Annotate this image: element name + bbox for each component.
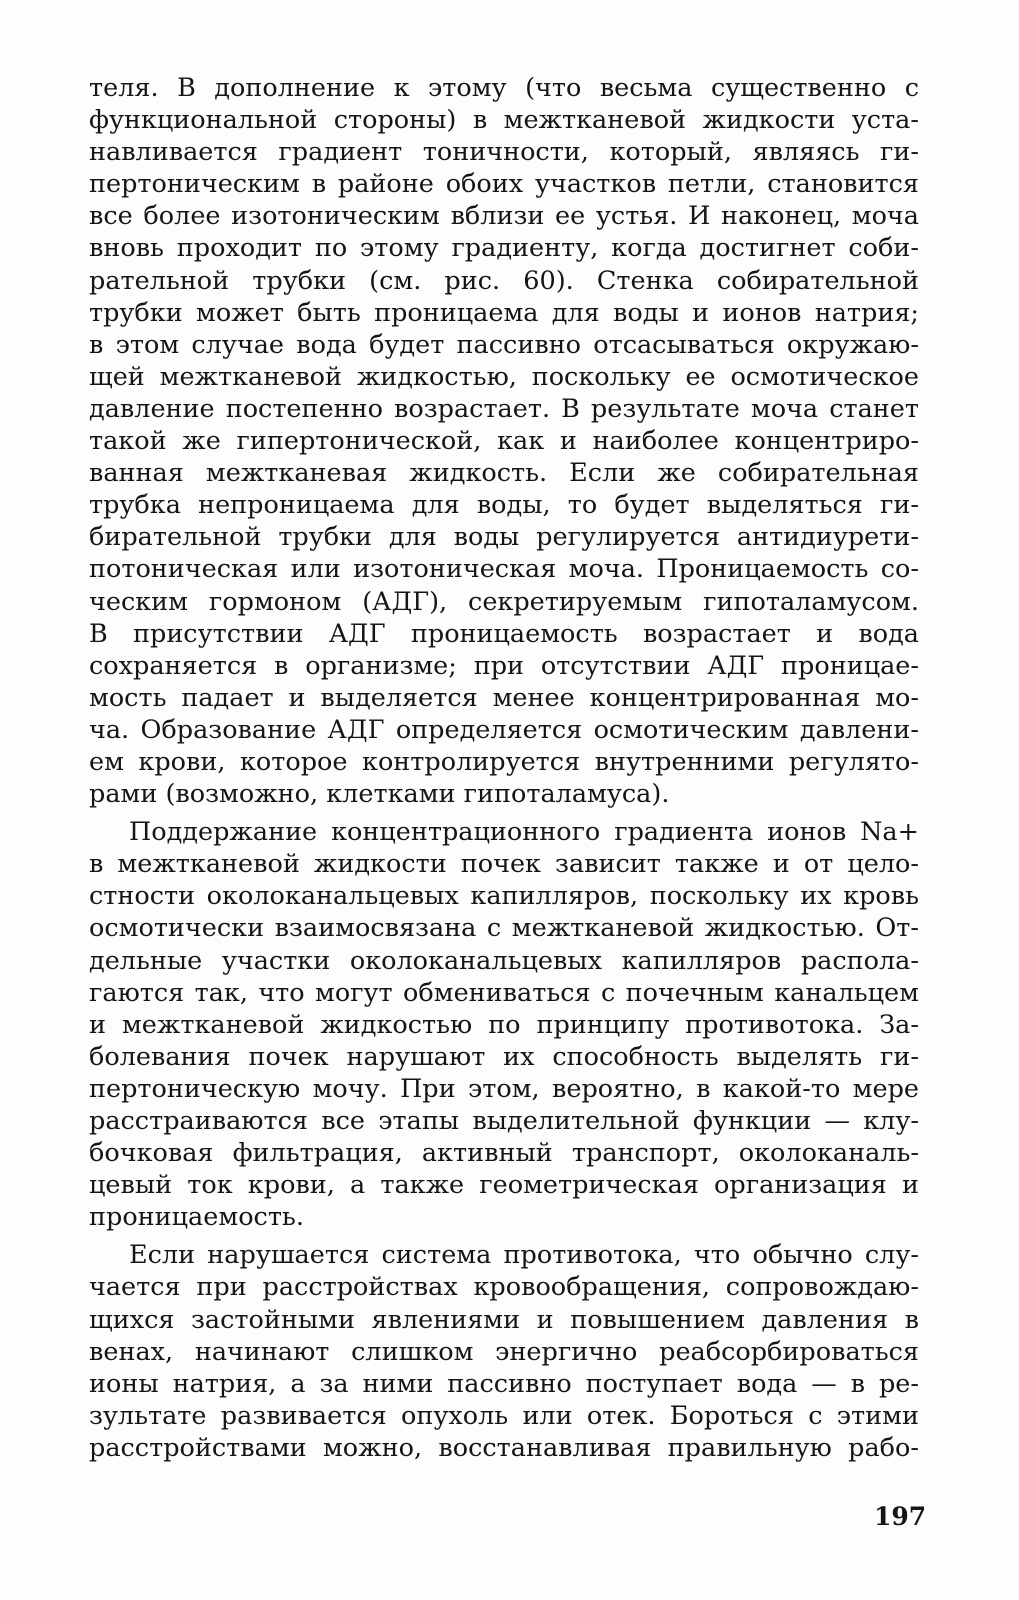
text-line: расстройствами можно, восстанавливая правильную рабо-: [89, 1432, 919, 1463]
text-line: щей межтканевой жидкостью, поскольку ее осмотическое: [89, 361, 919, 392]
text-line: ем крови, которое контролируется внутренними регулято-: [89, 746, 919, 777]
text-line: рами (возможно, клетками гипоталамуса).: [89, 779, 670, 810]
text-line: функциональной стороны) в межтканевой жидкости уста-: [89, 105, 919, 136]
text-line: щихся застойными явлениями и повышением давления в: [89, 1304, 919, 1335]
text-line: и межтканевой жидкостью по принципу противотока. За-: [89, 1009, 919, 1040]
text-line: трубка непроницаема для воды, то будет выделяться ги-: [89, 490, 919, 521]
text-line: ческим гормоном (АДГ), секретируемым гипоталамусом.: [89, 586, 919, 617]
text-line: гаются так, что могут обмениваться с почечным канальцем: [89, 977, 919, 1008]
text-line: в этом случае вода будет пассивно отсасываться окружаю-: [89, 329, 919, 360]
text-line: навливается градиент тоничности, который, являясь ги-: [89, 137, 919, 168]
text-line: бочковая фильтрация, активный транспорт, околоканаль-: [89, 1138, 919, 1169]
paragraph: [89, 816, 919, 1233]
text-line: рательной трубки (см. рис. 60). Стенка собирательной: [89, 265, 919, 296]
text-line: В присутствии АДГ проницаемость возрастает и вода: [89, 618, 919, 649]
text-line: все более изотоническим вблизи ее устья. И наконец, моча: [89, 201, 919, 232]
text-line: Если нарушается система противотока, что обычно слу-: [129, 1240, 919, 1271]
text-line: Поддержание концентрационного градиента ионов Na+: [129, 817, 919, 848]
text-line: ванная межтканевая жидкость. Если же собирательная: [89, 458, 919, 489]
text-line: ча. Образование АДГ определяется осмотическим давлени-: [89, 714, 919, 745]
text-line: болевания почек нарушают их способность выделять ги-: [89, 1041, 919, 1072]
body-text: [89, 72, 919, 1464]
page-number: 197: [874, 1502, 927, 1531]
text-line: пертоническую мочу. При этом, вероятно, в какой-то мере: [89, 1073, 919, 1104]
text-line: осмотически взаимосвязана с межтканевой жидкостью. От-: [89, 913, 919, 944]
text-line: венах, начинают слишком энергично реабсорбироваться: [89, 1336, 919, 1367]
text-line: давление постепенно возрастает. В результате моча станет: [89, 393, 919, 424]
text-line: чается при расстройствах кровообращения, сопровождаю-: [89, 1272, 919, 1303]
text-line: дельные участки околоканальцевых капилляров распола-: [89, 945, 919, 976]
text-line: трубки может быть проницаема для воды и ионов натрия;: [89, 297, 919, 328]
text-line: в межтканевой жидкости почек зависит также и от цело-: [89, 849, 919, 880]
text-line: мость падает и выделяется менее концентрированная мо-: [89, 682, 919, 713]
text-line: проницаемость.: [89, 1202, 304, 1233]
text-line: вновь проходит по этому градиенту, когда достигнет соби-: [89, 233, 919, 264]
text-line: ионы натрия, а за ними пассивно поступает вода — в ре-: [89, 1368, 919, 1399]
text-line: сохраняется в организме; при отсутствии АДГ проницае-: [89, 650, 919, 681]
text-line: теля. В дополнение к этому (что весьма существенно с: [89, 73, 919, 103]
text-line: зультате развивается опухоль или отек. Бороться с этими: [89, 1400, 919, 1431]
paragraph: [89, 1239, 919, 1464]
text-line: потоническая или изотоническая моча. Проницаемость со-: [89, 554, 919, 585]
paragraph: [89, 72, 919, 810]
text-line: бирательной трубки для воды регулируется антидиурети-: [89, 522, 919, 553]
text-line: стности околоканальцевых капилляров, поскольку их кровь: [89, 881, 919, 912]
text-line: такой же гипертонической, как и наиболее концентриро-: [89, 426, 919, 457]
text-line: цевый ток крови, а также геометрическая организация и: [89, 1170, 919, 1201]
text-line: расстраиваются все этапы выделительной функции — клу-: [89, 1106, 919, 1136]
text-line: пертоническим в районе обоих участков петли, становится: [89, 169, 919, 200]
